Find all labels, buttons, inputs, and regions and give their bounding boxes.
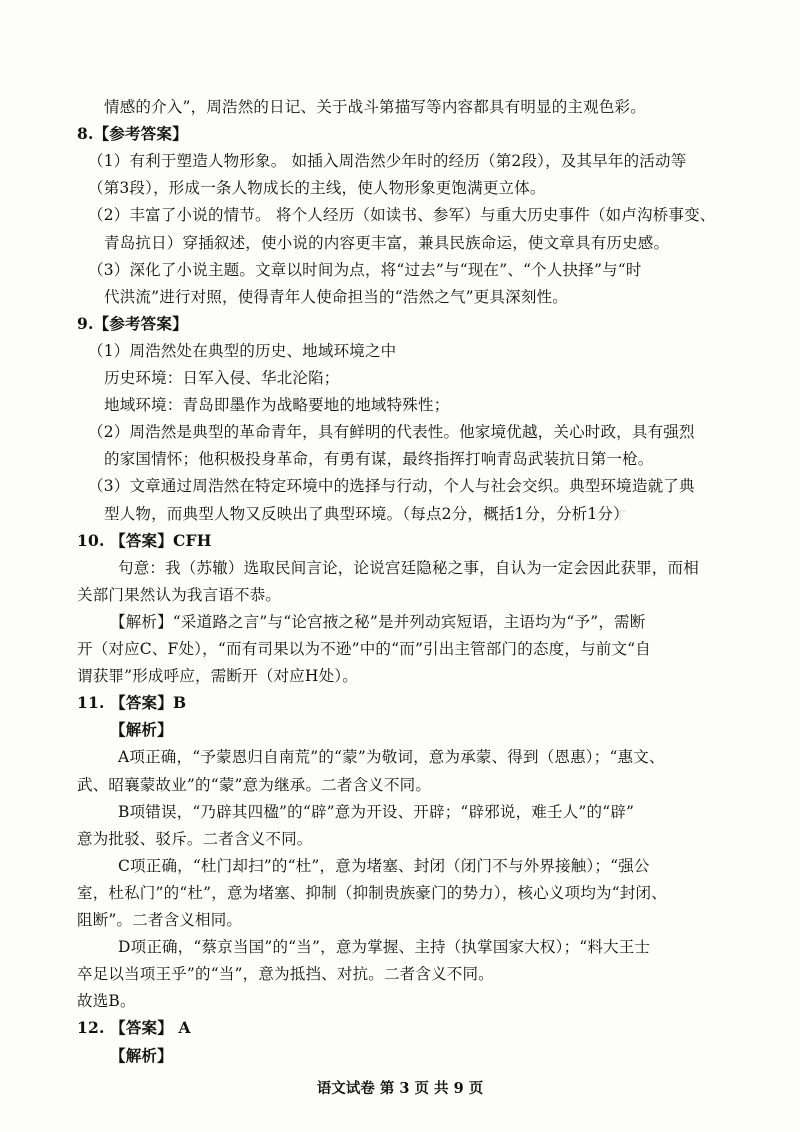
question-9-heading: 9.【参考答案】 <box>77 313 188 333</box>
page-footer: 语文试卷 第 3 页 共 9 页 <box>316 1079 484 1097</box>
text-line: （1）有利于塑造人物形象。 如插入周浩然少年时的经历（第2段），及其早年的活动等 <box>88 152 687 171</box>
text-line: （3）深化了小说主题。文章以时间为点，将“过去”与“现在”、“个人抉择”与“时 <box>88 260 642 279</box>
text-line: 地域环境：青岛即墨作为战略要地的地域特殊性； <box>104 396 450 415</box>
text-line: B项错误，“乃辟其四楹”的“辟”意为开设、开辟；“辟邪说，难壬人”的“辟” <box>118 802 635 821</box>
text-line: 情感的介入”，周浩然的日记、关于战斗第描写等内容都具有明显的主观色彩。 <box>104 98 646 116</box>
text-line: D项正确，“蔡京当国”的“当”，意为掌握、主持（执掌国家大权）；“料大王士 <box>118 938 651 957</box>
text-line: （3）文章通过周浩然在特定环境中的选择与行动，个人与社会交织。典型环境造就了典 <box>88 477 695 496</box>
question-8-heading: 8.【参考答案】 <box>77 124 188 144</box>
text-line: 故选B。 <box>77 992 136 1011</box>
text-line: 关部门果然认为我言语不恭。 <box>77 585 282 604</box>
text-line: 卒足以当项王乎”的“当”，意为抵挡、对抗。二者含义不同。 <box>77 965 494 984</box>
text-line: 【解析】“采道路之言”与“论宫掖之秘”是并列动宾短语，主语均为“予”，需断 <box>110 612 646 631</box>
text-line: A项正确，“予蒙恩归自南荒”的“蒙”为敬词，意为承蒙、得到（恩惠）；“惠文、 <box>118 748 665 767</box>
text-line: （1）周浩然处在典型的历史、地域环境之中 <box>88 341 397 360</box>
text-line: 开（对应C、F处），“而有司果以为不逊”中的“而”引出主管部门的态度，与前文“自 <box>77 640 651 658</box>
question-10-heading: 10. 【答案】CFH <box>77 530 212 550</box>
text-line: 句意：我（苏辙）选取民间言论，论说宫廷隐秘之事，自认为一定会因此获罪，而相 <box>118 558 699 577</box>
text-line: 室，杜私门”的“杜”，意为堵塞、抑制（抑制贵族豪门的势力），核心义项均为“封闭、 <box>77 883 667 902</box>
text-line: 谓获罪”形成呼应，需断开（对应H处）。 <box>77 667 358 686</box>
text-line: （第3段），形成一条人物成长的主线，使人物形象更饱满更立体。 <box>88 179 546 198</box>
analysis-heading: 【解析】 <box>110 1045 173 1065</box>
text-line: （2）丰富了小说的情节。 将个人经历（如读书、参军）与重大历史事件（如卢沟桥事变、 <box>88 206 716 225</box>
text-line: 武、昭襄蒙故业”的“蒙”意为继承。二者含义不同。 <box>77 775 432 794</box>
faint-stamp-mark <box>586 505 628 525</box>
text-line: C项正确，“杜门却扫”的“杜”，意为堵塞、封闭（闭门不与外界接触）；“强公 <box>118 856 650 875</box>
question-11-heading: 11. 【答案】B <box>77 693 187 713</box>
text-line: 型人物，而典型人物又反映出了典型环境。（每点2分，概括1分，分析1分） <box>104 504 629 523</box>
text-line: 青岛抗日）穿插叙述，使小说的内容更丰富，兼具民族命运，使文章具有历史感。 <box>104 233 670 252</box>
text-line: 意为批驳、驳斥。二者含义不同。 <box>77 829 313 848</box>
text-line: 阻断”。二者含义相同。 <box>77 911 243 929</box>
text-line: 历史环境：日军入侵、华北沦陷； <box>104 369 340 387</box>
text-line: 代洪流”进行对照，使得青年人使命担当的“浩然之气”更具深刻性。 <box>104 287 568 306</box>
text-line: 的家国情怀；他积极投身革命，有勇有谋，最终指挥打响青岛武装抗日第一枪。 <box>104 450 654 469</box>
analysis-heading: 【解析】 <box>110 720 173 740</box>
question-12-heading: 12. 【答案】 A <box>77 1018 191 1038</box>
text-line: （2）周浩然是典型的革命青年，具有鲜明的代表性。他家境优越，关心时政，具有强烈 <box>88 423 695 442</box>
